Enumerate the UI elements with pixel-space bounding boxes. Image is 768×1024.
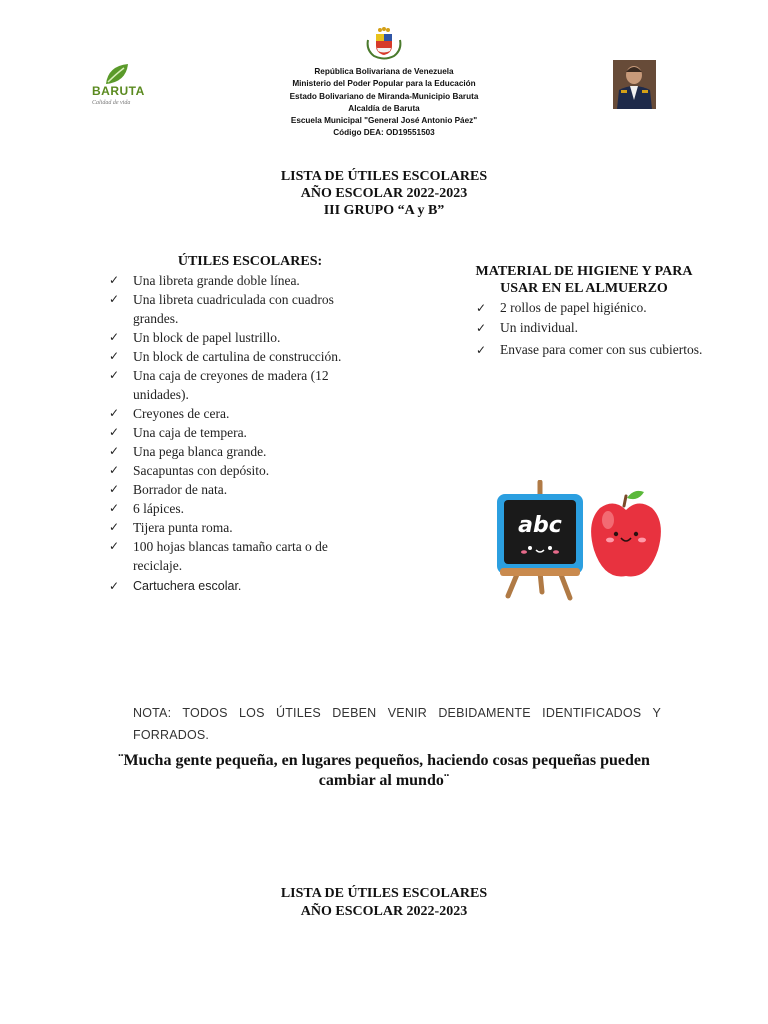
chalkboard-icon (497, 494, 583, 576)
checkmark-icon: ✓ (109, 330, 120, 344)
institution-line: Estado Bolivariano de Miranda-Municipio Baruta (289, 91, 479, 101)
checkmark-icon: ✓ (109, 520, 120, 534)
checkmark-icon: ✓ (109, 501, 120, 515)
list-item: ✓ Tijera punta roma. (109, 520, 233, 535)
checkmark-icon: ✓ (476, 343, 487, 357)
title-line: LISTA DE ÚTILES ESCOLARES (280, 886, 488, 901)
checkmark-icon: ✓ (109, 349, 120, 363)
list-item: ✓ 100 hojas blancas tamaño carta o de reciclaje. (109, 539, 328, 573)
checkmark-icon: ✓ (476, 301, 487, 315)
list-item: ✓ Borrador de nata. (109, 482, 228, 497)
chalkboard-apple-illustration (494, 480, 670, 602)
list-item: ✓ Sacapuntas con depósito. (109, 463, 270, 478)
checkmark-icon: ✓ (109, 444, 120, 458)
checkmark-icon: ✓ (109, 273, 120, 287)
institution-line: Escuela Municipal "General José Antonio Páez" (290, 116, 478, 126)
checkmark-icon: ✓ (109, 463, 120, 477)
list-item: ✓ 2 rollos de papel higiénico. (476, 298, 706, 318)
title-line: AÑO ESCOLAR 2022-2023 (300, 186, 468, 201)
title-line: AÑO ESCOLAR 2022-2023 (300, 904, 468, 919)
hygiene-heading-line: USAR EN EL ALMUERZO (500, 281, 668, 296)
checkmark-icon: ✓ (109, 579, 120, 593)
institution-header (234, 66, 534, 140)
institution-line: Código DEA: OD19551503 (333, 128, 435, 138)
checkmark-icon: ✓ (109, 425, 120, 439)
list-item: ✓ Creyones de cera. (109, 406, 230, 421)
checkmark-icon: ✓ (109, 368, 120, 382)
institution-line: República Bolivariana de Venezuela (314, 67, 454, 76)
list-item: ✓ Una libreta cuadriculada con cuadros grandes. (109, 292, 334, 326)
institution-line: Alcaldía de Baruta (348, 103, 420, 113)
list-item: ✓ Un individual. (476, 318, 706, 338)
hygiene-heading (454, 263, 714, 297)
logo-brand: BARUTA (92, 84, 145, 98)
portrait-image (613, 60, 656, 109)
hygiene-list (476, 298, 706, 360)
checkmark-icon: ✓ (476, 321, 487, 335)
title-line: III GRUPO “A y B” (323, 203, 445, 218)
page-title (184, 168, 584, 219)
list-item: ✓ Una libreta grande doble línea. (109, 273, 300, 288)
checkmark-icon: ✓ (109, 482, 120, 496)
apple-icon (591, 491, 661, 577)
list-item: ✓ 6 lápices. (109, 501, 184, 516)
checkmark-icon: ✓ (109, 406, 120, 420)
note-text: NOTA: TODOS LOS ÚTILES DEBEN VENIR DEBIDAMENTE IDENTIFICADOS Y FORRADOS. (133, 706, 661, 742)
coat-of-arms-icon (364, 26, 404, 60)
institution-line: Ministerio del Poder Popular para la Educación (292, 79, 476, 89)
list-item: ✓ Una caja de tempera. (109, 425, 247, 440)
logo-tagline: Calidad de vida (92, 100, 131, 106)
hygiene-heading-line: MATERIAL DE HIGIENE Y PARA (475, 264, 693, 279)
list-item: ✓ Envase para comer con sus cubiertos. (476, 340, 706, 360)
checkmark-icon: ✓ (109, 539, 120, 553)
list-item: ✓ Un block de papel lustrillo. (109, 330, 281, 345)
page-title-repeat (184, 885, 584, 921)
list-item: ✓ Una pega blanca grande. (109, 444, 267, 459)
board-text: abc (518, 513, 562, 538)
baruta-logo (86, 60, 146, 110)
list-item: ✓ Un block de cartulina de construcción. (109, 349, 342, 364)
title-line: LISTA DE ÚTILES ESCOLARES (280, 169, 488, 184)
supplies-heading: ÚTILES ESCOLARES: (177, 254, 323, 269)
list-item: ✓ Cartuchera escolar. (109, 577, 379, 596)
list-item: ✓ Una caja de creyones de madera (12 unidades). (109, 368, 329, 402)
supplies-list (109, 271, 379, 596)
checkmark-icon: ✓ (109, 292, 120, 306)
quote-text: ¨Mucha gente pequeña, en lugares pequeños, haciendo cosas pequeñas pueden cambiar al mundo¨ (118, 752, 650, 789)
